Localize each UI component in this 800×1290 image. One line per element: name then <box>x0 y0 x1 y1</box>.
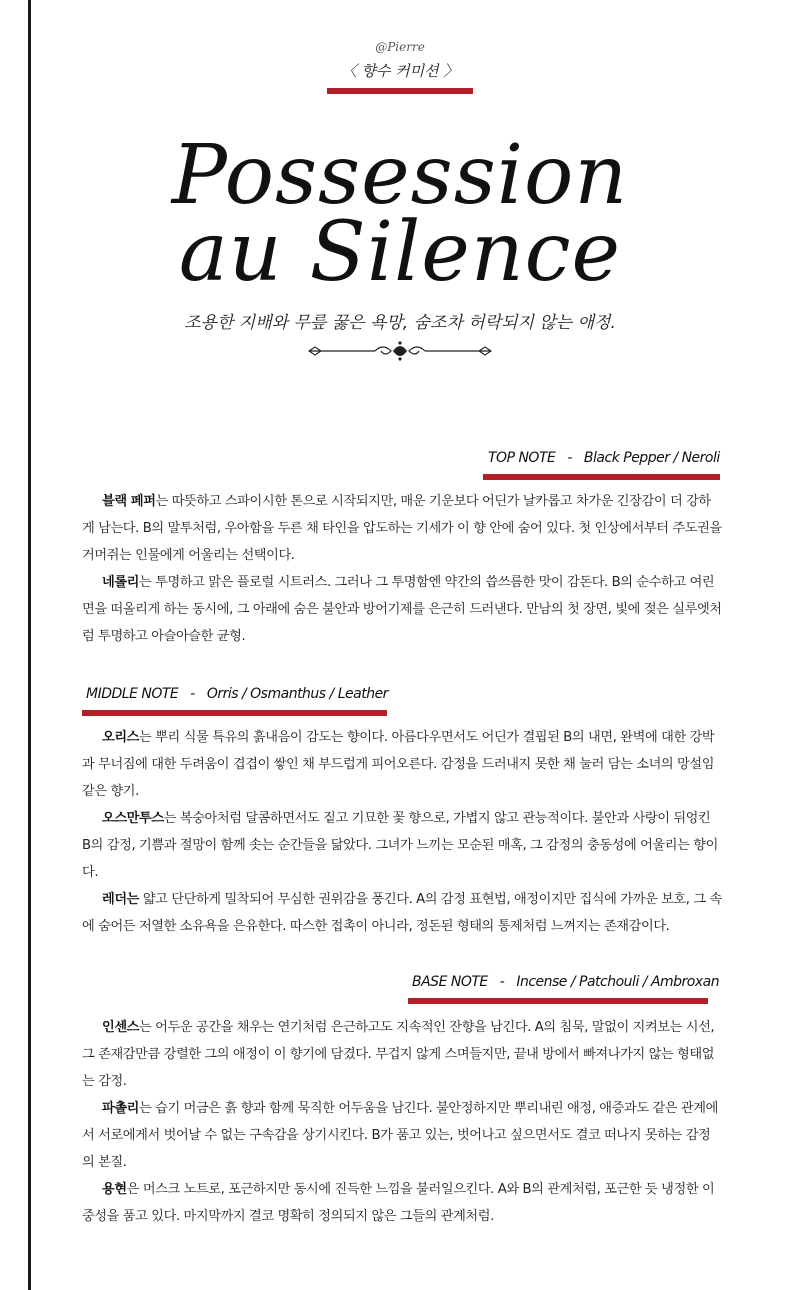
top-note-ingredients: Black Pepper / Neroli <box>583 450 720 466</box>
paragraph <box>82 1095 722 1176</box>
paragraph-text: 얇고 단단하게 밀착되어 무심한 권위감을 풍긴다. A의 감정 표현법, 애정이지만 집식에 가까운 보호, 그 속에 숨어든 저열한 소유욕을 은유한다. 따스한 접촉이 아니라, 정돈된 형태의 통제처럼 느껴지는 존재감이다. <box>82 892 722 934</box>
paragraph <box>82 805 722 886</box>
term: 오스만투스 <box>102 811 164 826</box>
paragraph <box>82 724 722 805</box>
paragraph-text: 는 투명하고 맑은 플로럴 시트러스. 그러나 그 투명함엔 약간의 씁쓰름한 맛이 감돈다. B의 순수하고 여린 면을 떠올리게 하는 동시에, 그 아래에 숨은 불안과 방어기제를 은근히 드러낸다. 만남의 첫 장면, 빛에 젖은 실루엣처럼 투명하고 아슬아슬한 균형. <box>82 575 722 644</box>
term: 파촐리 <box>102 1101 140 1116</box>
paragraph-text: 는 습기 머금은 흙 향과 함께 묵직한 어두움을 남긴다. 불안정하지만 뿌리내린 애정, 애증과도 같은 관계에서 서로에게서 벗어날 수 없는 구속감을 상기시킨다. B가 품고 있는, 벗어나고 싶으면서도 결코 떠나지 못하는 감정의 본질. <box>82 1101 718 1170</box>
middle-note-body <box>82 724 722 940</box>
paragraph-text: 는 따뜻하고 스파이시한 톤으로 시작되지만, 매운 기운보다 어딘가 날카롭고 차가운 긴장감이 더 강하게 남는다. B의 말투처럼, 우아함을 두른 채 타인을 압도하는 기세가 이 향 안에 숨어 있다. 첫 인상에서부터 주도권을 거머쥐는 인물에게 어울리는 선택이다. <box>82 494 722 563</box>
paragraph <box>82 488 722 569</box>
paragraph-text: 은 머스크 노트로, 포근하지만 동시에 진득한 느낌을 불러일으킨다. A와 B의 관계처럼, 포근한 듯 냉정한 이중성을 품고 있다. 마지막까지 결코 명확히 정의되지 않은 그들의 관계처럼. <box>82 1182 715 1224</box>
top-note-body <box>82 488 722 650</box>
paragraph-text: 는 복숭아처럼 달콤하면서도 짙고 기묘한 꽃 향으로, 가볍지 않고 관능적이다. 불안과 사랑이 뒤엉킨 B의 감정, 기쁨과 절망이 함께 솟는 순간들을 닮았다. 그녀가 느끼는 모순된 매혹, 그 감정의 충동성에 어울리는 향이다. <box>82 811 718 880</box>
base-note-separator: - <box>499 974 505 990</box>
ornament-divider-icon <box>305 340 495 362</box>
top-note-separator: - <box>567 450 572 466</box>
term: 블랙 페퍼 <box>102 494 156 509</box>
top-note-accent-bar <box>483 474 720 480</box>
header-accent-bar <box>327 88 473 94</box>
term: 레더는 <box>102 892 140 907</box>
base-note-ingredients: Incense / Patchouli / Ambroxan <box>516 974 720 990</box>
paragraph <box>82 1176 722 1230</box>
top-note-label: TOP NOTE <box>488 450 556 466</box>
middle-note-ingredients: Orris / Osmanthus / Leather <box>206 686 388 702</box>
title-line-1: Possession <box>171 128 629 223</box>
base-note-accent-bar <box>408 998 708 1004</box>
subtitle: 조용한 지배와 무릎 꿇은 욕망, 숨조차 허락되지 않는 애정. <box>184 313 616 333</box>
middle-note-accent-bar <box>82 710 387 716</box>
term: 용현 <box>102 1182 127 1197</box>
paragraph-text: 는 어두운 공간을 채우는 연기처럼 은근하고도 지속적인 잔향을 남긴다. A의 침묵, 말없이 지켜보는 시선, 그 존재감만큼 강렬한 그의 애정이 이 향기에 담겼다. 무겁지 않게 스며들지만, 끝내 방에서 빠져나가지 않는 형태없는 감정. <box>82 1020 715 1089</box>
term: 인센스 <box>102 1020 140 1035</box>
middle-note-label: MIDDLE NOTE <box>86 686 179 702</box>
middle-note-separator: - <box>190 686 195 702</box>
paragraph <box>82 886 722 940</box>
base-note-heading <box>412 974 719 990</box>
term: 오리스 <box>102 730 140 745</box>
term: 네롤리 <box>102 575 140 590</box>
title-line-2: au Silence <box>178 205 622 300</box>
base-note-label: BASE NOTE <box>412 974 488 990</box>
paragraph <box>82 1014 722 1095</box>
paragraph <box>82 569 722 650</box>
author-handle: @Pierre <box>375 40 425 54</box>
commission-label: 〈 향수 커미션 〉 <box>341 62 459 80</box>
base-note-body <box>82 1014 722 1230</box>
paragraph-text: 는 뿌리 식물 특유의 흙내음이 감도는 향이다. 아름다우면서도 어딘가 결핍된 B의 내면, 완벽에 대한 강박과 무너짐에 대한 두려움이 겹겹이 쌓인 채 부드럽게 피어오른다. 감정을 드러내지 못한 채 눌러 담는 소녀의 망설임 같은 향기. <box>82 730 715 799</box>
middle-note-heading <box>86 686 388 702</box>
top-note-heading <box>488 450 720 466</box>
